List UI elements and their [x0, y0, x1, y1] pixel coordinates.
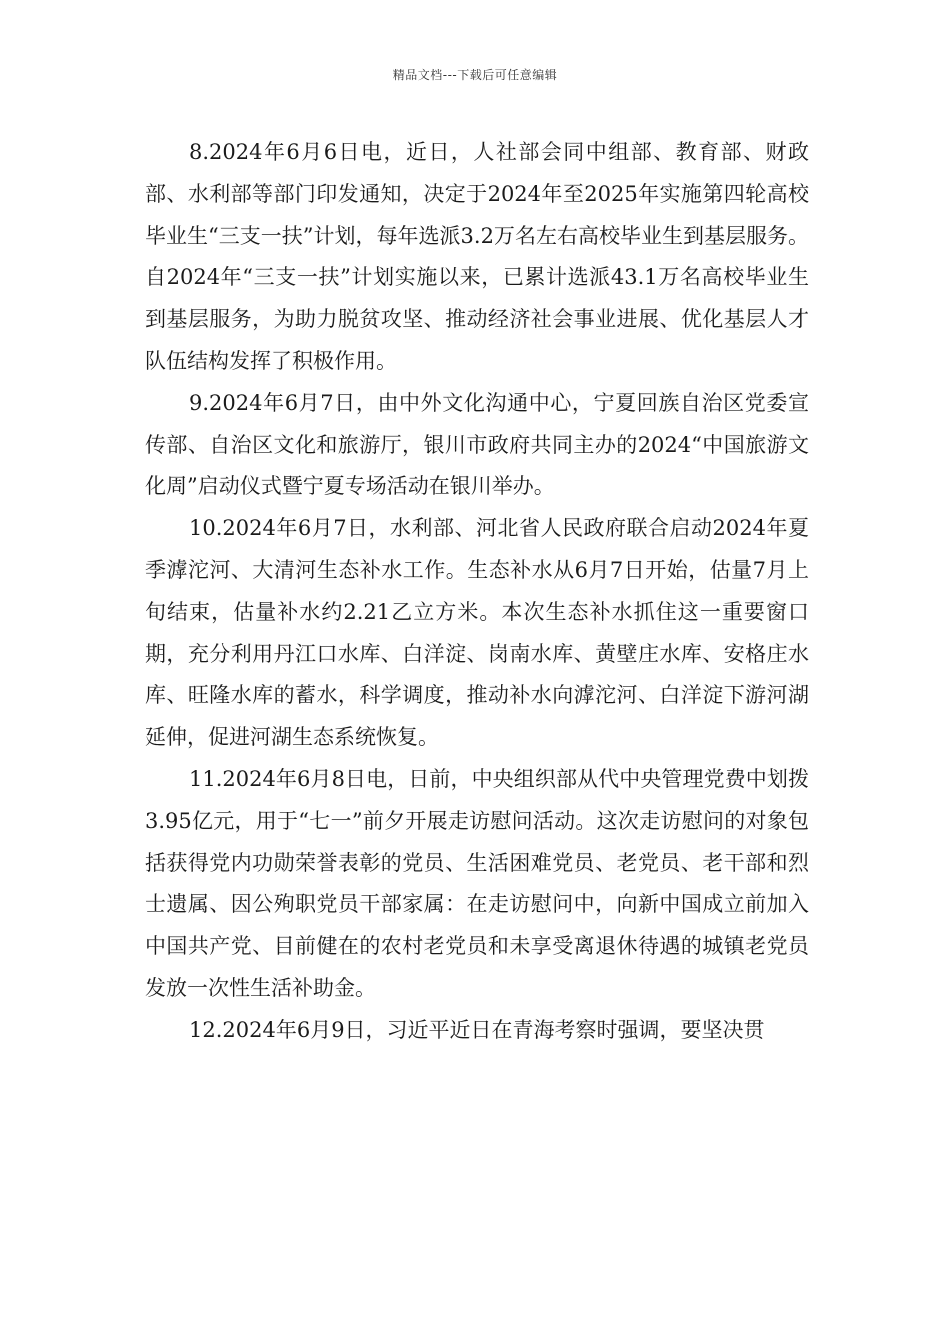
page-header: 精品文档---下载后可任意编辑	[392, 68, 558, 82]
paragraph-item-10: 10.2024年6月7日，水利部、河北省人民政府联合启动2024年夏季滹沱河、大清河生态补水工作。生态补水从6月7日开始，估量7月上旬结束，估量补水约2.21乙立方米。本次生态补水抓住这一重要窗口期，充分利用丹江口水库、白洋淀、岗南水库、黄壁庄水库、安格庄水库、旺隆水库的蓄水，科学调度，推动补水向滹沱河、白洋淀下游河湖延伸，促进河湖生态系统恢复。	[145, 516, 809, 750]
paragraph-item-8: 8.2024年6月6日电，近日，人社部会同中组部、教育部、财政部、水利部等部门印发通知，决定于2024年至2025年实施第四轮高校毕业生“三支一扶”计划，每年选派3.2万名左右高校毕业生到基层服务。自2024年“三支一扶”计划实施以来，已累计选派43.1万名高校毕业生到基层服务，为助力脱贫攻坚、推动经济社会事业进展、优化基层人才队伍结构发挥了积极作用。	[145, 140, 809, 373]
paragraph-item-12: 12.2024年6月9日，习近平近日在青海考察时强调，要坚决贯	[189, 1017, 765, 1042]
document-body	[145, 132, 809, 1052]
paragraph-item-9: 9.2024年6月7日，由中外文化沟通中心，宁夏回族自治区党委宣传部、自治区文化和旅游厅，银川市政府共同主办的2024“中国旅游文化周”启动仪式暨宁夏专场活动在银川举办。	[145, 390, 809, 499]
paragraph-item-11: 11.2024年6月8日电，日前，中央组织部从代中央管理党费中划拨3.95亿元，用于“七一”前夕开展走访慰问活动。这次走访慰问的对象包括获得党内功勋荣誉表彰的党员、生活困难党员、老党员、老干部和烈士遗属、因公殉职党员干部家属：在走访慰问中，向新中国成立前加入中国共产党、目前健在的农村老党员和未享受离退休待遇的城镇老党员发放一次性生活补助金。	[145, 766, 809, 1000]
